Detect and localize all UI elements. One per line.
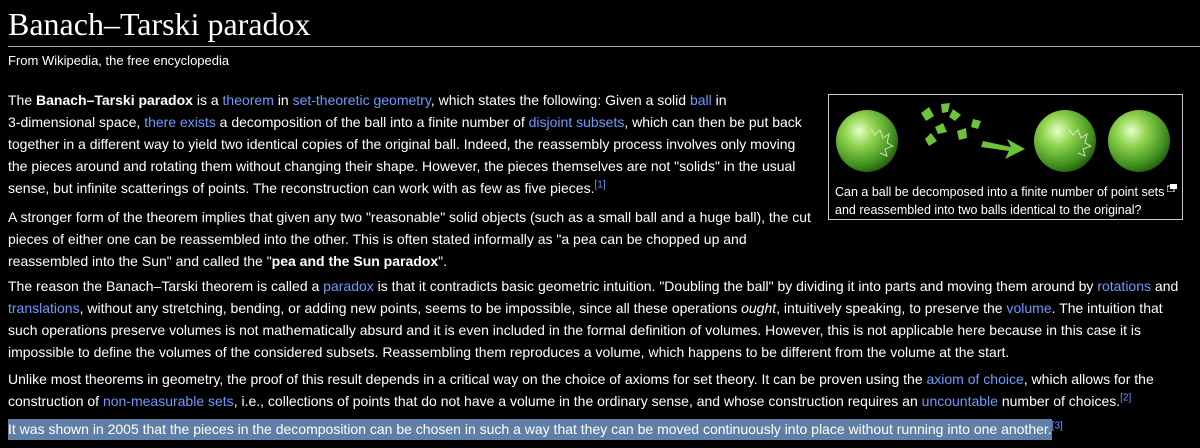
link-translations[interactable]: translations — [8, 300, 80, 316]
text: . The intuition that — [1051, 300, 1163, 316]
link-paradox[interactable]: paradox — [323, 278, 374, 294]
link-non-measurable-sets[interactable]: non-measurable sets — [102, 393, 234, 409]
text-line — [8, 418, 1198, 440]
text-line — [8, 390, 1198, 412]
reference-1[interactable]: [1] — [594, 179, 606, 191]
link-volume[interactable]: volume — [1006, 300, 1052, 316]
link-there-exists[interactable]: there exists — [144, 114, 216, 130]
bold-term: pea and the Sun paradox — [271, 253, 439, 269]
text: and — [1151, 278, 1179, 294]
link-axiom-of-choice[interactable]: axiom of choice — [926, 371, 1024, 387]
thumbnail-figure — [828, 94, 1183, 220]
italic-text: ought — [741, 300, 777, 316]
text-line — [8, 89, 818, 111]
text: is a — [192, 92, 223, 108]
text: , without any stretching, bending, or adding new points, seems to be impossible, since all these operations — [79, 300, 742, 316]
link-theorem[interactable]: theorem — [222, 92, 274, 108]
intro-paragraph — [8, 89, 818, 199]
text: is that it contradicts basic geometric intuition. "Doubling the ball" by dividing it into parts and moving them around by — [373, 278, 1098, 294]
scattered-pieces — [921, 103, 1025, 159]
caption-line: Can a ball be decomposed into a finite number of point sets — [835, 185, 1165, 199]
text-line: together in a different way to yield two identical copies of the original ball. Indeed, the reassembly process involves only moving — [8, 136, 796, 152]
text: in — [273, 92, 293, 108]
reference-2[interactable]: [2] — [1120, 392, 1132, 404]
text-line: the pieces around and rotating them without changing their shape. However, the pieces themselves are not "solids" in the usual — [8, 158, 796, 174]
result-ball-1 — [1034, 110, 1096, 172]
text-line — [8, 250, 818, 272]
text-line: such operations preserve volumes is not mathematically absurd and it is even included in the formal definition of volumes. However, this is not applicable here because in this case it is — [8, 322, 1142, 338]
text-line: A stronger form of the theorem implies that given any two "reasonable" solid objects (such as a small ball and a huge ball), the cut — [8, 209, 811, 225]
text: 3-dimensional space, — [8, 114, 145, 130]
text: , intuitively speaking, to preserve the — [776, 300, 1007, 316]
text-line — [8, 297, 1198, 319]
enlarge-icon[interactable] — [1167, 184, 1177, 192]
selected-text[interactable]: It was shown in 2005 that the pieces in the decomposition can be chosen in such a way that they can be moved continuously into place without running into one another. — [8, 419, 1052, 440]
text: a decomposition of the ball into a finite number of — [215, 114, 529, 130]
text: ". — [438, 253, 448, 269]
title-divider — [8, 46, 1200, 47]
axiom-paragraph — [8, 368, 1198, 412]
text: construction of — [8, 393, 103, 409]
link-rotations[interactable]: rotations — [1097, 278, 1152, 294]
caption-line: and reassembled into two balls identical to the original? — [835, 203, 1142, 217]
link-ball[interactable]: ball — [689, 92, 712, 108]
text: The — [8, 92, 37, 108]
text: , i.e., collections of points that do not have a volume in the ordinary sense, and whose construction requires an — [233, 393, 922, 409]
text: Unlike most theorems in geometry, the proof of this result depends in a critical way on the choice of axioms for set theory. It can be proven using the — [8, 371, 927, 387]
text-line: impossible to define the volumes of the considered subsets. Reassembling them reproduces a volume, which happens to be different from the volume at the start. — [8, 344, 1010, 360]
paradox-reason-paragraph — [8, 275, 1198, 363]
link-disjoint-subsets[interactable]: disjoint subsets — [528, 114, 625, 130]
text: , which can then be put back — [624, 114, 802, 130]
text-line — [8, 111, 818, 133]
original-ball — [836, 110, 898, 172]
figure-caption — [835, 183, 1167, 219]
page-title: Banach–Tarski paradox — [8, 6, 311, 42]
link-set-theoretic-geometry[interactable]: set-theoretic geometry — [292, 92, 431, 108]
ball-decomposition-image[interactable] — [833, 99, 1178, 179]
reference-3[interactable]: [3] — [1051, 420, 1063, 432]
text: , which states the following: Given a solid — [430, 92, 690, 108]
text-line — [8, 368, 1198, 390]
site-tagline: From Wikipedia, the free encyclopedia — [8, 53, 230, 68]
text: number of choices. — [997, 393, 1121, 409]
text: , which allows for the — [1023, 371, 1154, 387]
text: reassembled into the Sun" and called the " — [8, 253, 272, 269]
text: in — [711, 92, 727, 108]
text: The reason the Banach–Tarski theorem is called a — [8, 278, 324, 294]
text-line: pieces of either one can be reassembled into the other. This is often stated informally as "a pea can be chopped up and — [8, 231, 747, 247]
text-line — [8, 177, 818, 199]
bold-term: Banach–Tarski paradox — [36, 92, 193, 108]
stronger-form-paragraph — [8, 206, 818, 272]
text: sense, but infinite scatterings of points. The reconstruction can work with as few as five pieces. — [8, 180, 595, 196]
result-ball-2 — [1108, 110, 1170, 172]
link-uncountable[interactable]: uncountable — [921, 393, 998, 409]
continuous-motion-paragraph — [8, 418, 1198, 440]
text-line — [8, 275, 1198, 297]
